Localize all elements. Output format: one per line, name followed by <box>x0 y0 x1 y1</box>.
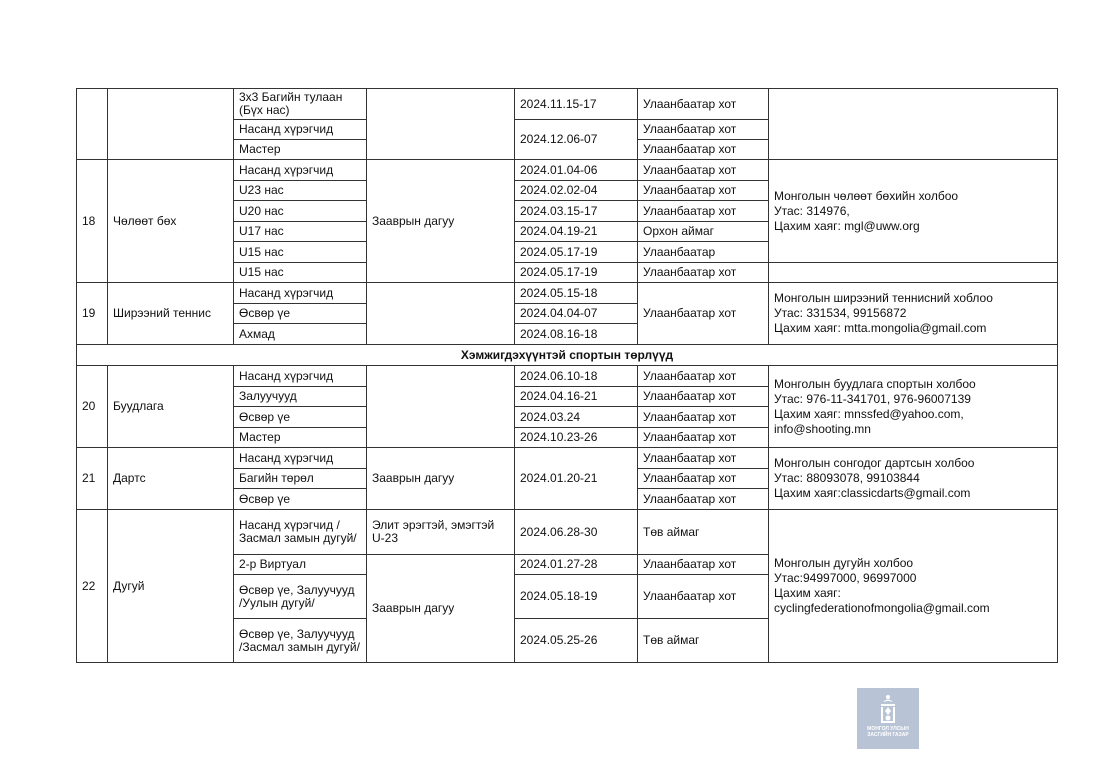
category-cell: Мастер <box>234 140 367 160</box>
table-row <box>77 366 1058 387</box>
category-cell: Насанд хүрэгчид <box>234 120 367 140</box>
table-row <box>77 283 1058 304</box>
num-cell: 21 <box>77 448 108 510</box>
contact-phone: Утас: 331534, 99156872 <box>774 306 907 320</box>
location-cell: Улаанбаатар хот <box>638 407 769 428</box>
date-cell: 2024.05.17-19 <box>515 242 638 263</box>
date-cell: 2024.10.23-26 <box>515 428 638 448</box>
contact-org: Монголын сонгодог дартсын холбоо <box>774 456 975 470</box>
contact-email: Цахим хаяг:classicdarts@gmail.com <box>774 486 971 500</box>
date-cell: 2024.11.15-17 <box>515 89 638 120</box>
sport-cell: Дартс <box>108 448 234 510</box>
soyombo-emblem-icon <box>877 694 899 724</box>
category-cell: U23 нас <box>234 181 367 201</box>
contact-email: Цахим хаяг: mnssfed@yahoo.com, <box>774 406 964 421</box>
category-cell: Өсвөр үе <box>234 407 367 428</box>
location-cell: Улаанбаатар хот <box>638 283 769 345</box>
logo-line-1: МОНГОЛ УЛСЫН <box>867 726 909 732</box>
date-cell: 2024.12.06-07 <box>515 120 638 160</box>
num-cell: 20 <box>77 366 108 448</box>
table-row <box>77 448 1058 469</box>
location-cell: Улаанбаатар хот <box>638 89 769 120</box>
category-cell: Өсвөр үе, Залуучууд /Уулын дугуй/ <box>234 575 367 619</box>
date-cell: 2024.01.20-21 <box>515 448 638 510</box>
category-cell: Насанд хүрэгчид /Засмал замын дугуй/ <box>234 510 367 555</box>
category-cell: Насанд хүрэгчид <box>234 160 367 181</box>
num-cell <box>77 89 108 160</box>
contact-phone: Утас: 314976, <box>774 203 850 218</box>
date-cell: 2024.01.27-28 <box>515 555 638 575</box>
contact-email: cyclingfederationofmongolia@gmail.com <box>774 601 990 615</box>
category-cell: Багийн төрөл <box>234 469 367 489</box>
date-cell: 2024.08.16-18 <box>515 324 638 345</box>
category-cell: Залуучууд <box>234 387 367 407</box>
location-cell: Улаанбаатар хот <box>638 428 769 448</box>
category-cell: U15 нас <box>234 242 367 263</box>
contact-cell <box>769 160 1058 263</box>
sport-cell: Чөлөөт бөх <box>108 160 234 283</box>
contact-phone: Утас: 88093078, 99103844 <box>774 471 920 485</box>
date-cell: 2024.03.24 <box>515 407 638 428</box>
location-cell: Улаанбаатар хот <box>638 448 769 469</box>
date-cell: 2024.05.18-19 <box>515 575 638 619</box>
location-cell: Төв аймаг <box>638 510 769 555</box>
location-cell: Улаанбаатар хот <box>638 555 769 575</box>
format-cell: Зааврын дагуу <box>367 555 515 663</box>
date-cell: 2024.02.02-04 <box>515 181 638 201</box>
num-cell: 18 <box>77 160 108 283</box>
category-cell: Өсвөр үе <box>234 304 367 324</box>
contact-email: Цахим хаяг: mtta.mongolia@gmail.com <box>774 321 987 335</box>
location-cell: Улаанбаатар хот <box>638 201 769 222</box>
category-cell: Насанд хүрэгчид <box>234 366 367 387</box>
contact-org: Монголын ширээний теннисний хоблоо <box>774 291 993 305</box>
category-cell: Насанд хүрэгчид <box>234 448 367 469</box>
date-cell: 2024.05.25-26 <box>515 619 638 663</box>
location-cell: Улаанбаатар хот <box>638 181 769 201</box>
logo-caption <box>867 726 909 738</box>
category-cell: Мастер <box>234 428 367 448</box>
location-cell: Улаанбаатар хот <box>638 387 769 407</box>
contact-email: Цахим хаяг: mgl@uww.org <box>774 218 920 233</box>
sport-cell: Ширээний теннис <box>108 283 234 345</box>
contact-cell <box>769 366 1058 448</box>
contact-phone: Утас: 976-11-341701, 976-96007139 <box>774 391 971 406</box>
contact-org: Монголын буудлага спортын холбоо <box>774 376 976 391</box>
location-cell: Улаанбаатар хот <box>638 263 769 283</box>
date-cell: 2024.05.15-18 <box>515 283 638 304</box>
format-cell: Зааврын дагуу <box>367 448 515 510</box>
contact-email-2: info@shooting.mn <box>774 421 871 436</box>
date-cell: 2024.04.04-07 <box>515 304 638 324</box>
section-header-row <box>77 345 1058 366</box>
format-cell <box>367 366 515 448</box>
contact-phone: Утас:94997000, 96997000 <box>774 571 917 585</box>
contact-cell <box>769 448 1058 510</box>
location-cell: Улаанбаатар хот <box>638 160 769 181</box>
logo-line-2: ЗАСГИЙН ГАЗАР <box>867 732 909 738</box>
category-cell: Насанд хүрэгчид <box>234 283 367 304</box>
format-cell: Элит эрэгтэй, эмэгтэй U-23 <box>367 510 515 555</box>
category-cell: U17 нас <box>234 222 367 242</box>
contact-org: Монголын дугуйн холбоо <box>774 556 914 570</box>
location-cell: Төв аймаг <box>638 619 769 663</box>
table-row <box>77 510 1058 555</box>
num-cell: 19 <box>77 283 108 345</box>
contact-cell <box>769 263 1058 283</box>
contact-cell <box>769 283 1058 345</box>
category-cell: Өсвөр үе <box>234 489 367 510</box>
category-cell: U15 нас <box>234 263 367 283</box>
date-cell: 2024.03.15-17 <box>515 201 638 222</box>
section-header: Хэмжигдэхүүнтэй спортын төрлүүд <box>77 345 1058 366</box>
location-cell: Улаанбаатар хот <box>638 575 769 619</box>
date-cell: 2024.04.16-21 <box>515 387 638 407</box>
category-cell: 3x3 Багийн тулаан (Бүх нас) <box>234 89 367 120</box>
sport-cell: Дугуй <box>108 510 234 663</box>
category-cell: 2-р Виртуал <box>234 555 367 575</box>
table-row <box>77 160 1058 181</box>
table-row <box>77 89 1058 120</box>
location-cell: Орхон аймаг <box>638 222 769 242</box>
sport-cell <box>108 89 234 160</box>
location-cell: Улаанбаатар хот <box>638 140 769 160</box>
category-cell: U20 нас <box>234 201 367 222</box>
contact-org: Монголын чөлөөт бөхийн холбоо <box>774 188 959 203</box>
date-cell: 2024.04.19-21 <box>515 222 638 242</box>
competition-schedule-table <box>76 88 1058 663</box>
date-cell: 2024.06.28-30 <box>515 510 638 555</box>
location-cell: Улаанбаатар хот <box>638 120 769 140</box>
location-cell: Улаанбаатар хот <box>638 469 769 489</box>
category-cell: Ахмад <box>234 324 367 345</box>
format-cell <box>367 283 515 345</box>
sport-cell: Буудлага <box>108 366 234 448</box>
location-cell: Улаанбаатар хот <box>638 489 769 510</box>
date-cell: 2024.05.17-19 <box>515 263 638 283</box>
date-cell: 2024.06.10-18 <box>515 366 638 387</box>
contact-email-label: Цахим хаяг: <box>774 586 841 600</box>
contact-cell <box>769 89 1058 160</box>
contact-cell <box>769 510 1058 663</box>
num-cell: 22 <box>77 510 108 663</box>
format-cell: Зааврын дагуу <box>367 160 515 283</box>
government-logo <box>857 688 919 749</box>
location-cell: Улаанбаатар <box>638 242 769 263</box>
category-cell: Өсвөр үе, Залуучууд /Засмал замын дугуй/ <box>234 619 367 663</box>
location-cell: Улаанбаатар хот <box>638 366 769 387</box>
format-cell <box>367 89 515 160</box>
date-cell: 2024.01.04-06 <box>515 160 638 181</box>
